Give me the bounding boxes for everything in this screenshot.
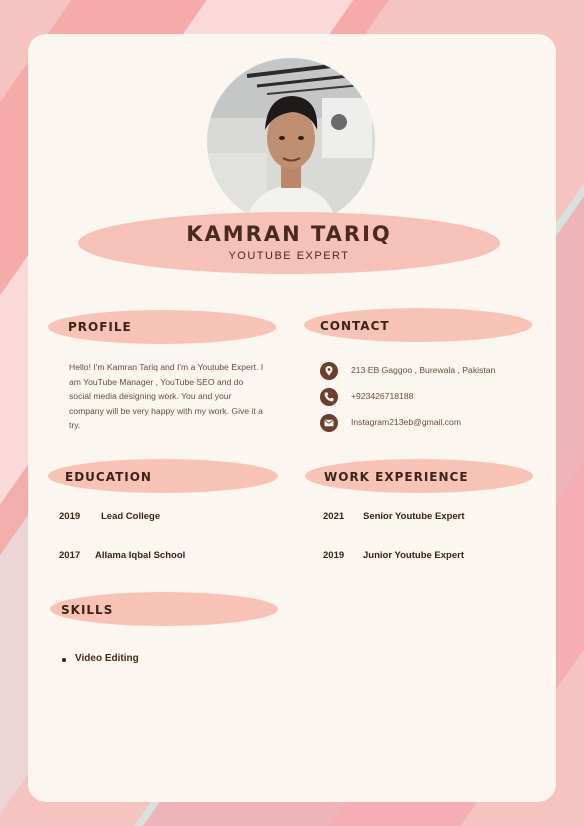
person-role: YOUTUBE EXPERT xyxy=(228,250,350,262)
skill-bullet xyxy=(62,658,66,662)
education-heading-pill xyxy=(48,459,278,493)
education-year-2: 2017 xyxy=(59,550,81,561)
person-name: KAMRAN TARIQ xyxy=(186,222,392,246)
experience-heading: WORK EXPERIENCE xyxy=(324,470,469,484)
person-photo-illustration xyxy=(207,58,375,226)
name-banner xyxy=(78,212,500,274)
experience-name-2: Junior Youtube Expert xyxy=(363,550,464,561)
profile-text: Hello! I'm Kamran Tariq and I'm a Youtube Expert. I am YouTube Manager , YouTube SEO and do social media designing work. You and your company will be very happy with my work. Give it a try. xyxy=(69,362,264,430)
profile-heading-pill xyxy=(48,310,276,344)
skills-heading-pill xyxy=(50,592,278,626)
email-icon xyxy=(320,414,338,432)
contact-heading: CONTACT xyxy=(320,319,390,333)
resume-card xyxy=(28,34,556,802)
profile-photo xyxy=(207,58,375,226)
experience-year-2: 2019 xyxy=(323,550,345,561)
education-name-2: Allama Iqbal School xyxy=(95,550,186,561)
contact-heading-pill xyxy=(304,308,532,342)
contact-address-text: 213 EB Gaggoo , Burewala , Pakistan xyxy=(351,365,496,375)
skill-item: Video Editing xyxy=(75,653,139,664)
location-icon xyxy=(320,362,338,380)
experience-year-1: 2021 xyxy=(323,511,345,522)
contact-email-text: Instagram213eb@gmail.com xyxy=(351,417,461,427)
experience-heading-pill xyxy=(305,459,533,493)
contact-phone-text: +923426718188 xyxy=(351,391,414,401)
skills-heading: SKILLS xyxy=(61,603,114,617)
phone-icon xyxy=(320,388,338,406)
education-heading: EDUCATION xyxy=(65,470,152,484)
education-name-1: Lead College xyxy=(101,511,161,522)
education-year-1: 2019 xyxy=(59,511,81,522)
experience-name-1: Senior Youtube Expert xyxy=(363,511,465,522)
profile-heading: PROFILE xyxy=(68,320,132,334)
